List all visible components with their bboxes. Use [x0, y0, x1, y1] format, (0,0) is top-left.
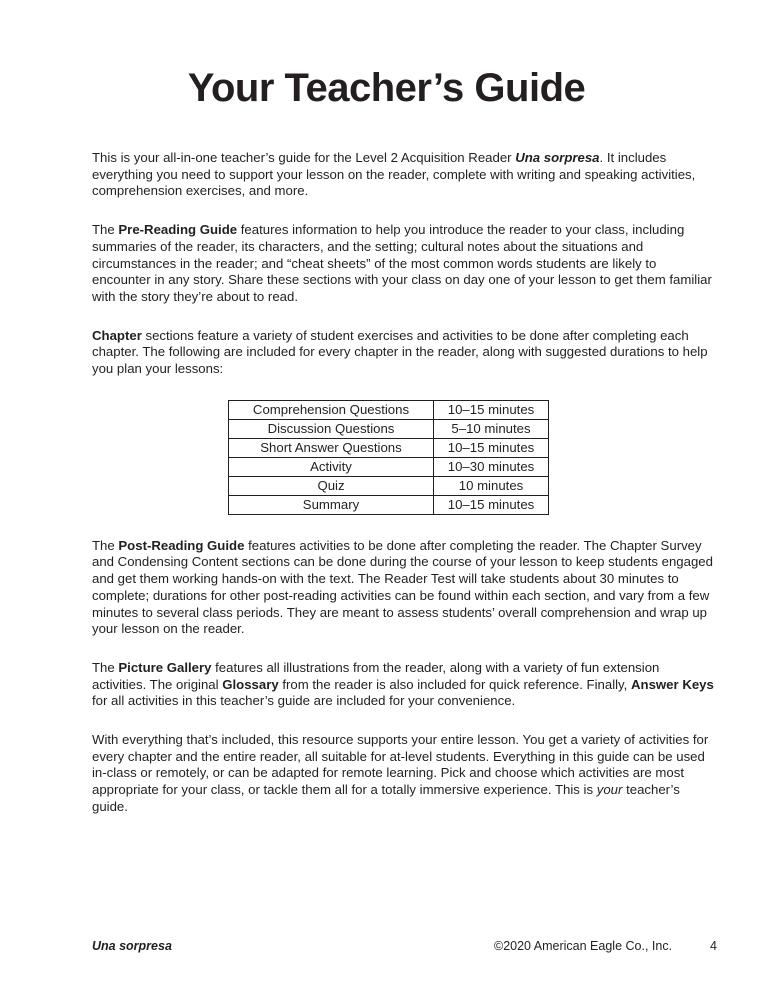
- table-row: [229, 457, 549, 476]
- text-segment: Una sorpresa: [515, 150, 600, 165]
- table-row: [229, 476, 549, 495]
- text-segment: features information to help you introduce the reader to your class, including summaries of the reader, its characters, and the setting; cultural notes about the situations and circumstances in the reader; and “cheat sheets” of the most common words students are likely to encounter in any story. Share these sections with your class on day one of your lesson to get them familiar with the story they’re about to read.: [92, 222, 712, 304]
- text-segment: features activities to be done after completing the reader. The Chapter Survey and Condensing Content sections can be done during the course of your lesson to keep students engaged and get them working hands-on with the text. The Reader Test will take students about 30 minutes to complete; durations for other post-reading activities can be found within each section, and vary from a few minutes to several class periods. They are meant to assess students’ overall comprehension and wrap up your lesson on the reader.: [92, 537, 713, 637]
- chapter-activities-table: [228, 400, 549, 515]
- duration-cell: 10–30 minutes: [434, 457, 549, 476]
- text-segment: Post-Reading Guide: [118, 537, 245, 553]
- page-content: [92, 150, 716, 816]
- paragraph: [92, 328, 716, 378]
- text-segment: teacher’s guide.: [92, 782, 680, 814]
- duration-cell: 10 minutes: [434, 476, 549, 495]
- text-segment: your: [596, 782, 623, 798]
- page-title: Your Teacher’s Guide: [187, 66, 586, 110]
- text-segment: from the reader is also included for quick reference. Finally,: [278, 676, 632, 692]
- text-segment: features all illustrations from the reader, along with a variety of fun extension activities. The original: [92, 659, 660, 692]
- text-segment: With everything that’s included, this resource supports your entire lesson. You get a variety of activities for every chapter and the entire reader, all suitable for at-level students. Everything in this guide can be used in-class or remotely, or can be adapted for remote learning. Pick and choose which activities are most appropriate for your class, or tackle them all for a totally immersive experience. This is: [92, 732, 709, 798]
- activities-table-body: [229, 400, 549, 514]
- table-row: [229, 495, 549, 514]
- text-segment: Answer Keys: [631, 676, 714, 692]
- paragraph: [92, 150, 716, 200]
- activity-cell: Short Answer Questions: [229, 438, 434, 457]
- footer-page-number: 4: [710, 939, 717, 953]
- text-segment: The: [92, 537, 119, 553]
- paragraph: [92, 222, 716, 306]
- footer-book-title: Una sorpresa: [92, 939, 172, 953]
- text-segment: Glossary: [222, 676, 279, 692]
- intro-section: [92, 150, 716, 378]
- paragraph: [92, 660, 716, 710]
- text-segment: sections feature a variety of student exercises and activities to be done after completing each chapter. The following are included for every chapter in the reader, along with suggested durations to help you plan your lessons:: [92, 327, 708, 377]
- closing-section: [92, 538, 716, 816]
- text-segment: for all activities in this teacher’s guide are included for your convenience.: [92, 693, 516, 709]
- activity-cell: Activity: [229, 457, 434, 476]
- text-segment: This is your all-in-one teacher’s guide for the Level 2 Acquisition Reader: [92, 150, 516, 165]
- paragraph: [92, 538, 716, 638]
- footer-copyright: ©2020 American Eagle Co., Inc.: [493, 939, 673, 953]
- page-footer: [92, 939, 717, 953]
- activity-cell: Summary: [229, 495, 434, 514]
- duration-cell: 10–15 minutes: [434, 495, 549, 514]
- table-row: [229, 400, 549, 419]
- duration-cell: 5–10 minutes: [434, 419, 549, 438]
- paragraph: [92, 732, 716, 816]
- activity-cell: Discussion Questions: [229, 419, 434, 438]
- text-segment: The: [92, 659, 119, 675]
- table-row: [229, 419, 549, 438]
- activity-cell: Quiz: [229, 476, 434, 495]
- text-segment: The: [92, 222, 119, 238]
- duration-cell: 10–15 minutes: [434, 438, 549, 457]
- duration-cell: 10–15 minutes: [434, 400, 549, 419]
- text-segment: Chapter: [92, 327, 142, 343]
- text-segment: Picture Gallery: [118, 659, 212, 675]
- activity-cell: Comprehension Questions: [229, 400, 434, 419]
- text-segment: Pre-Reading Guide: [118, 222, 238, 238]
- text-segment: . It includes everything you need to support your lesson on the reader, complete with writing and speaking activities, comprehension exercises, and more.: [92, 150, 696, 199]
- table-row: [229, 438, 549, 457]
